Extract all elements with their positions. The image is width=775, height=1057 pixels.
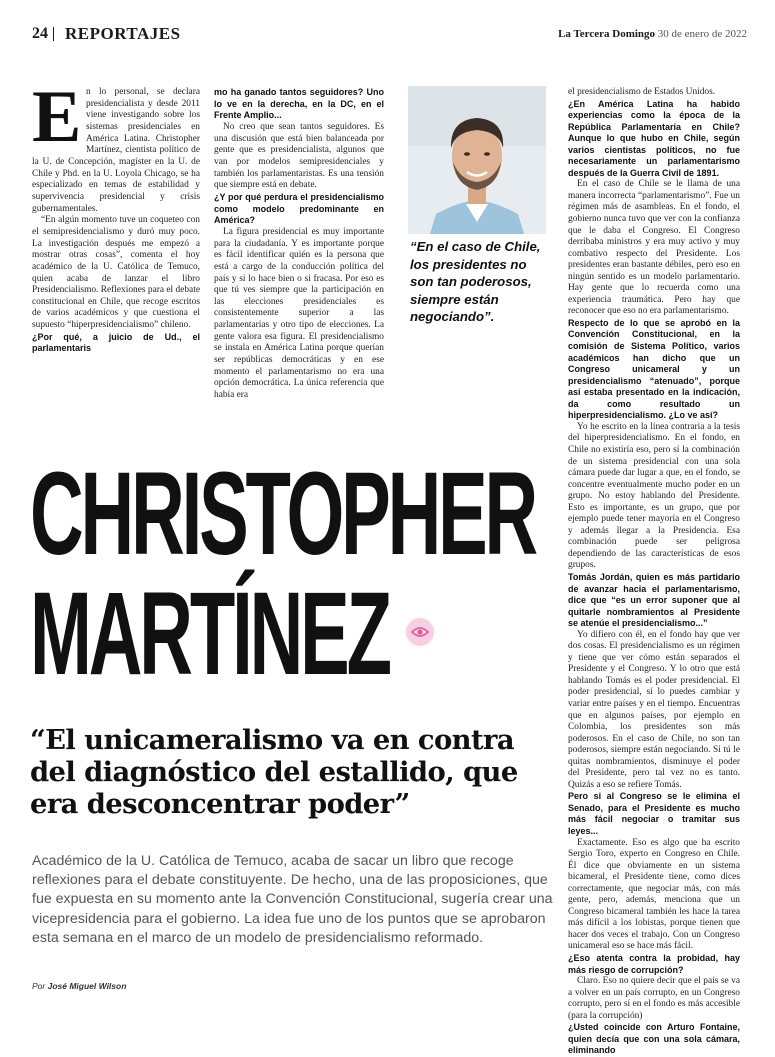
section-title: REPORTAJES: [65, 24, 181, 43]
header-divider: [53, 27, 54, 41]
interview-question: ¿Usted coincide con Arturo Fontaine, quien decía que con una sola cámara, eliminando: [568, 1022, 740, 1056]
drop-cap: E: [32, 76, 82, 158]
pull-quote: “En el caso de Chile, los presidentes no son tan poderosos, siempre están negociando”.: [410, 239, 541, 324]
interview-question: ¿Por qué, a juicio de Ud., el parlamentaris: [32, 331, 200, 354]
body-paragraph: Yo difiero con él, en el fondo hay que ver dos cosas. El presidencialismo es un régimen y tiene que ver cómo están separados el Presidente y el Congreso. Y lo otro que está hablando Tomás es el poder presidencial. El poder presidencial, sí lo puedes cambiar y variar entre países y en el tiempo. Encuentras que en algunos países, por ejemplo en Colombia, los presidentes son más poderosos. En el caso de Chile, no son tan poderosos, siempre están negociando. Si tú le quitas nombramientos, disminuye el poder del Presidente, pero tal vez no es tanto. Quizás a eso se refiere Tomás.: [568, 629, 740, 790]
page-header: [32, 24, 747, 48]
publication-date: 30 de enero de 2022: [657, 28, 747, 40]
interview-question: Tomás Jordán, quien es más partidario de avanzar hacia el parlamentarismo, dice que “es un error suponer que al quitarle nombramientos al Presidente se atenúe el presidencialismo...”: [568, 571, 740, 629]
page-number: 24: [32, 25, 48, 42]
article-column-4: [568, 87, 740, 1057]
body-paragraph: el presidencialismo de Estados Unidos.: [568, 87, 716, 97]
publication-name: La Tercera Domingo: [558, 28, 656, 40]
eye-icon: [411, 626, 429, 638]
byline-author: José Miguel Wilson: [47, 981, 127, 991]
portrait-illustration: [408, 86, 546, 234]
interview-question: Pero si al Congreso se le elimina el Senado, para el Presidente es mucho más fácil negociar o tramitar sus leyes...: [568, 791, 740, 836]
body-paragraph: Yo he escrito en la línea contraria a la tesis del hiperpresidencialismo. En el fondo, en Chile no existiría eso, pero sí la combinación de un sistema presidencial con una sola cámara puede dar lugar a que, en el fondo, se concentre eventualmente mucho poder en un grupo. No estoy hablando del Presidente. Esto es importante, es un grupo, que por ejemplo puede tener mayoría en el Congreso y además llegar a la Presidencia. Esa combinación puede ser peligrosa dependiendo de las características de esos grupos.: [568, 421, 740, 571]
interview-question: ¿Eso atenta contra la probidad, hay más riesgo de corrupción?: [568, 953, 740, 975]
masthead: [558, 28, 747, 40]
lede-paragraph: Académico de la U. Católica de Temuco, acaba de sacar un libro que recoge reflexiones para el debate constituyente. De hecho, una de las proposiciones, que fue expuesta en su momento ante la Convención Constitucional, sugería crear una vicepresidencia para el gobierno. La idea fue uno de los puntos que se aprobaron esta semana en el marco de un modelo de presidencialismo reformado.: [32, 853, 553, 946]
byline-prefix: Por: [32, 981, 46, 991]
view-eye-button[interactable]: [406, 618, 434, 646]
body-paragraph: La figura presidencial es muy importante para la ciudadanía. Y es importante porque es fácil identificar quién es la persona que está a cargo de la conducción política del país y si lo hace bien o si fracasa. Por eso es que tú ves siempre que la participación en las elecciones presidenciales es consistentemente superior a las parlamentarias y otro tipo de elecciones. La gente valora esa figura. El presidencialismo se instala en América Latina porque querían ser repúblicas democráticas y en ese momento el parlamentarismo no era una opción democrática. La única referencia que había era: [214, 226, 384, 401]
portrait-photo: [408, 86, 546, 234]
subject-name-line-2: MARTÍNEZ: [30, 568, 389, 700]
interview-question: mo ha ganado tantos seguidores? Uno lo ve en la derecha, en la DC, en el Frente Amplio...: [214, 87, 384, 121]
body-paragraph: No creo que sean tantos seguidores. Es una discusión que está bien balanceada por gente que es presidencialista, algunos que van por modelos semipresidenciales y también los parlamentaristas. Es una tensión que siempre está en debate.: [214, 121, 384, 191]
interview-question: ¿En América Latina ha habido experiencias como la época de la República Parlamentaria en Chile? Aunque lo que hubo en Chile, según varios cientistas políticos, no fue necesariamente un parlamentarismo después de la Guerra Civil de 1891.: [568, 98, 740, 178]
body-paragraph: Exactamente. Eso es algo que ha escrito Sergio Toro, experto en Congreso en Chile. Él dice que obviamente en un sistema bicameral, el Presidente tiene, como dices correctamente, que negociar más, con más gente, pero, además, menciona que un Congreso bicameral también les hace la tarea más difícil a los lobistas, porque tienen que hacer dos veces el trabajo. Con un Congreso unicameral eso se hace más fácil.: [568, 837, 740, 952]
article-column-2: [214, 87, 384, 402]
interview-question: ¿Y por qué perdura el presidencialismo como modelo predominante en América?: [214, 191, 384, 226]
body-paragraph: Claro. Eso no quiere decir que el país se va a volver en un país corrupto, en un Congreso corrupto, pero sí en el fondo es más accesible (para la corrupción): [568, 976, 740, 1021]
interview-question: Respecto de lo que se aprobó en la Convención Constitucional, en la comisión de Sistema Político, varios académicos han dicho que un Congreso unicameral y un presidencialismo “atenuado”, porque así estaba presentado en la indicación, da como resultado un hiperpresidencialismo. ¿Lo ve así?: [568, 317, 740, 421]
body-paragraph: En el caso de Chile se le llama de una manera incorrecta “parlamentarismo”. Fue un régimen más de asambleas. En el fondo, el gobierno nunca tuvo que ver con la confianza que le daba el Congreso. El Congreso derribaba ministros y era muy activo y muy combativo respecto del Presidente. Los presidentes eran bastante débiles, pero eso en ningún sentido es un modelo parlamentario. Hay gente que lo recuerda como una experiencia traumática. Pero hay que reconocer que eso no era parlamentarismo.: [568, 179, 740, 317]
headline: “El unicameralismo va en contra del diagnóstico del estallido, que era desconcentrar poder”: [30, 724, 518, 820]
subject-name-line-1: CHRISTOPHER: [30, 448, 536, 580]
body-paragraph: “En algún momento tuve un coqueteo con el semipresidencialismo y duró muy poco. La investigación después me empezó a mostrar otras cosas”, comenta el hoy académico de la U. Católica de Temuco, quien acaba de lanzar el libro Presidencialismo. Reflexiones para el debate constitucional en Chile, que recoge escritos de varios académicos y que cuestiona el supuesto “hiperpresidencialismo” chileno.: [32, 215, 200, 331]
byline: [32, 981, 126, 991]
article-column-1: [32, 76, 200, 355]
body-paragraph: n lo personal, se declara presidencialista y desde 2011 viene investigando sobre los sistemas presidenciales en América Latina. Christopher Martínez, cientista político de la U. de Concepción, magíster en la U. de Chile y Phd. en la U. Loyola Chicago, se ha especializado en temas de estabilidad y supervivencia presidencial y crisis gubernamentales.: [32, 87, 200, 214]
